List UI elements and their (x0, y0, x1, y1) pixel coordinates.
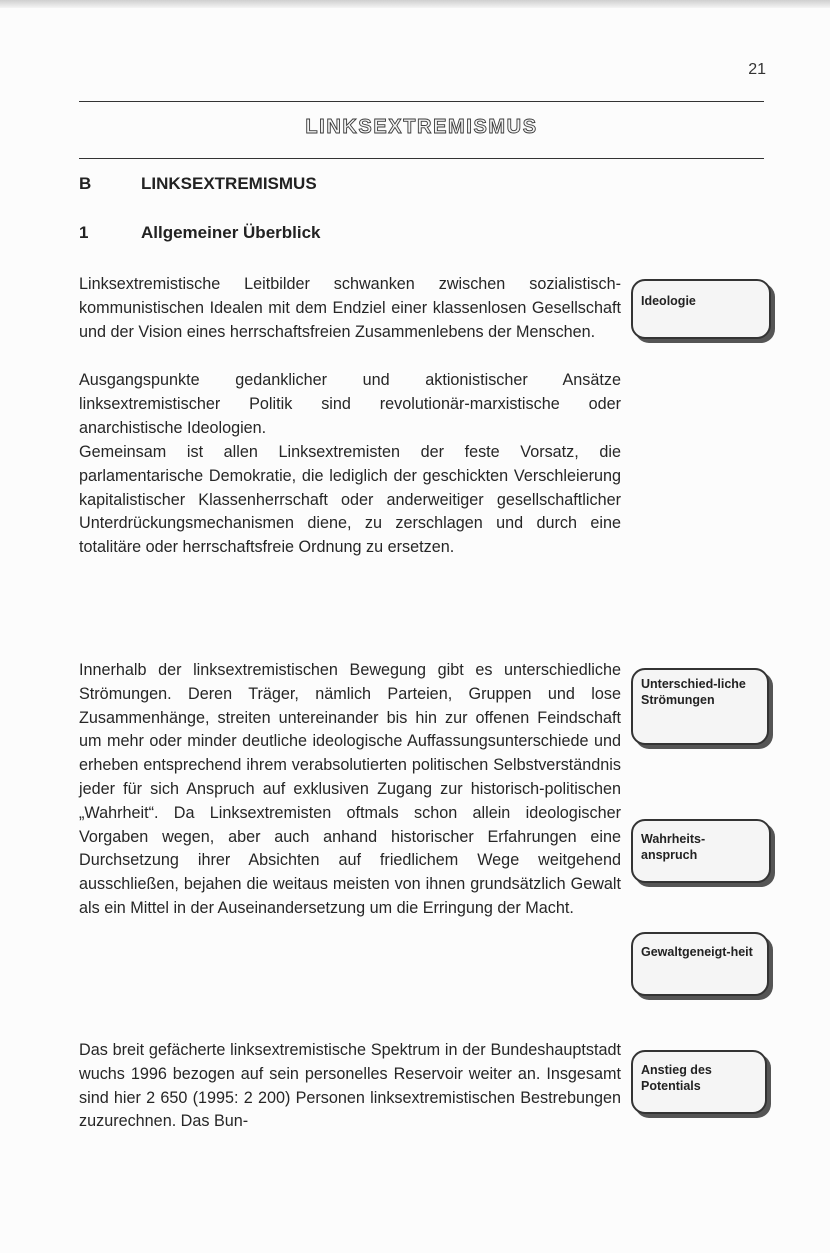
subsection-heading (79, 223, 321, 243)
margin-note-ideologie: Ideologie (631, 279, 771, 339)
scan-edge (0, 0, 830, 8)
paragraph-4: Innerhalb der linksextremistischen Bewegung gibt es unterschiedliche Strömungen. Deren Träger, nämlich Parteien, Gruppen und lose Zusammenhänge, streiten untereinander bis hin zur offenen Feindschaft um mehr oder minder deutliche ideologische Auffassungsunterschiede und erheben entsprechend ihrem verabsolutierten politischen Selbstverständnis jeder für sich Anspruch auf exklusiven Zugang zur historisch-politischen „Wahrheit“. Da Linksextremisten oftmals schon allein ideologischer Vorgaben wegen, aber auch anhand historischer Erfahrungen eine Durchsetzung ihrer Absichten auf friedlichem Wege weitgehend ausschließen, bejahen die weitaus meisten von ihnen grundsätzlich Gewalt als ein Mittel in der Auseinandersetzung um die Erringung der Macht. (79, 661, 621, 917)
section-heading (79, 174, 317, 194)
margin-note-gewaltgeneigtheit: Gewaltgeneigt-heit (631, 932, 769, 996)
running-head: LINKSEXTREMISMUS (305, 116, 538, 138)
subsection-number: 1 (79, 223, 89, 242)
paragraph-1: Linksextremistische Leitbilder schwanken zwischen sozialistisch-kommunistischen Idealen mit dem Endziel einer klassenlosen Gesellschaft und der Vision eines herrschaftsfreien Zusammenlebens der Menschen. (79, 275, 621, 341)
margin-note-wahrheitsanspruch: Wahrheits-anspruch (631, 819, 771, 883)
subsection-title: Allgemeiner Überblick (141, 223, 321, 242)
header-rule-top (79, 101, 764, 102)
paragraph-5: Das breit gefächerte linksextremistische Spektrum in der Bundeshauptstadt wuchs 1996 bezogen auf sein personelles Reservoir weiter an. Insgesamt sind hier 2 650 (1995: 2 200) Personen linksextremistischen Bestrebungen zuzurechnen. Das Bun- (79, 1041, 621, 1131)
page-number: 21 (748, 61, 766, 78)
section-letter: B (79, 174, 92, 193)
header-rule-bottom (79, 158, 764, 159)
section-title: LINKSEXTREMISMUS (141, 174, 317, 193)
paragraph-2: Ausgangspunkte gedanklicher und aktionistischer Ansätze linksextremistischer Politik sind revolutionär-marxistische oder anarchistische Ideologien. (79, 371, 621, 437)
paragraph-3: Gemeinsam ist allen Linksextremisten der feste Vorsatz, die parlamentarische Demokratie, die lediglich der geschickten Verschleierung kapitalistischer Klassenherrschaft oder anderweitiger gesellschaftlicher Unterdrückungsmechanismen diene, zu zerschlagen und durch eine totalitäre oder herrschaftsfreie Ordnung zu ersetzen. (79, 443, 621, 557)
margin-note-potential: Anstieg des Potentials (631, 1050, 767, 1114)
margin-note-stroemungen: Unterschied-liche Strömungen (631, 668, 769, 745)
